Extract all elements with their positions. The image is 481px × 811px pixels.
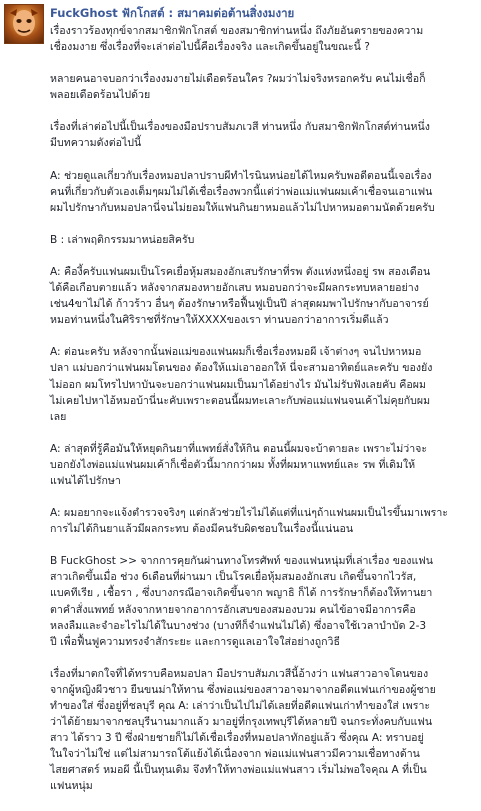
post-text-line: ตาคำสั่งแพทย์ หลังจากหายจากอาการอักเสบของสมองบวม คนไข้อาจมีอาการคือ [50, 603, 416, 616]
post-paragraph [50, 71, 476, 103]
post-text-line: หลงลืมและจำอะไรไม่ได้ในบางช่วง (บางทีก็จำแฟนไม่ได้) ซึ่งอาจใช้เวลาบำบัด 2-3 [50, 619, 427, 632]
post-paragraph [50, 441, 476, 489]
post-text-line: บอกยังไงพ่อแม่แฟนผมเค้าก็เชื่อตัวนี้มากกว่าผม ทั้งที่ผมหาแพทย์และ รพ ที่เดิมให้ [50, 458, 416, 471]
post-body [50, 23, 476, 811]
post-text-line: ปลา แม่บอกว่าแฟนผมโดนของ ต้องให้แม่เอาออกให้ นี่จะสามอาทิตย์และครับ ของยัง [50, 362, 433, 375]
post-text-line: เรื่องราวร้องทุกข์จากสมาชิกฟักโกสต์ ของสมาชิกท่านหนึ่ง ถึงภัยอันตรายของความ [50, 25, 424, 37]
post-text-line: ปี เพื่อฟื้นฟูความทรงจำสักระยะ และการดูแลเอาใจใส่อย่างถูกวิธี [50, 635, 340, 648]
post-text-line: หลายคนอาจบอกว่าเรื่องงมงายไม่เดือดร้อนใคร ?ผมว่าไม่จริงหรอกครับ คนไม่เชื่อก็ [50, 73, 426, 86]
post-text-line: เลย [50, 410, 67, 423]
post-text-line: เช่น4ขาไม่ได้ ก้าวร้าว อื่นๆ ต้องรักษาหรือฟื้นฟูเป็นปี ล่าสุดผมพาไปรักษากับอาจารย์ [50, 298, 429, 311]
post-text-line: เชื่องมงาย ซึ่งเรื่องที่จะเล่าต่อไปนี้คือเรื่องจริง และเกิดขึ้นอยู่ในขณะนี้ ? [50, 41, 370, 54]
post-paragraph [50, 119, 476, 151]
post-text-line: มีบทความดังต่อไปนี้ [50, 137, 142, 150]
post-paragraph [50, 23, 476, 55]
post-paragraph [50, 553, 476, 650]
post-paragraph [50, 232, 476, 248]
post-text-line: A: ช่วยดูแลเกี่ยวกับเรื่องหมอปลาปราบผีทำไรนินหน่อยได้ไหมครับพอดีตอนนี้เจอเรื่อง [50, 169, 432, 182]
page-avatar[interactable] [4, 4, 44, 44]
post-text-line: ได้คือเกือบตายแล้ว หลังจากสมองหายอักเสบ หมอบอกว่าจะมีผลกระทบหลายอย่าง [50, 282, 419, 295]
post-text-line: ว่าได้ย้ายมาจากชลบุรีนานมากแล้ว มาอยู่ที่กรุงเทพบุรีได้หลายปี จนกระทั่งคบกับแฟน [50, 716, 433, 729]
post-text-line: A: ผมอยากจะแจ้งตำรวจจริงๆ แต่กลัวช่วยไรไม่ได้แต่ที่แน่ๆถ้าแฟนผมเป็นไรขึ้นมาเพราะ [50, 507, 449, 520]
post-text-line: เรื่องที่เล่าต่อไปนี้เป็นเรื่องของมือปราบสัมภเวสี ท่านหนึ่ง กับสมาชิกฟักโกสต์ท่านหนึ่ง [50, 121, 430, 134]
post-text-line: B : เล่าพฤติกรรมมาหน่อยสิครับ [50, 233, 195, 246]
post-text-line: ไม่เคยไปหาไอ้หมอบ้านี่นะคับเพราะตอนนี้ผมทะเลาะกับพ่อแม่แฟนจนเค้าไม่คุยกับผม [50, 394, 431, 407]
ghost-face-icon [5, 5, 43, 43]
post-text-line: ทำของใส่ ซึ่งอยู่ที่ชลบุรี คุณ A: เล่าว่าเป็นไปไม่ได้เลยที่อดีตแฟนเก่าทำของใส่ เพราะ [50, 700, 431, 712]
post-text-line: จากผู้หญิงผีวชาว ยืนขนม่าให้ทาน ซึ่งพ่อแม่ของสาวอาจมาจากอดีตแฟนเก่าของผู้ชาย [50, 683, 436, 696]
post-text-line: B FuckGhost >> จากการคุยกันผ่านทางโทรศัพท์ ของแฟนหนุ่มที่เล่าเรื่อง ของแฟน [50, 555, 434, 568]
post-text-line: เรื่องที่มาตกใจที่ได้ทราบคือหมอปลา มือปราบสัมภเวสีนี้อ้างว่า แฟนสาวอาจโดนของ [50, 667, 429, 680]
post-paragraph [50, 344, 476, 424]
post-paragraph [50, 505, 476, 537]
post-text-line: สาวเกิดขึ้นเมื่อ ช่วง 6เดือนที่ผ่านมา เป็นโรคเยื่อหุ้มสมองอักเสบ เกิดขึ้นจากไวรัส, [50, 571, 417, 584]
post-text-line: คนที่เกี่ยวกับตัวเองเต็มๆผมไม่ได้เชื่อเรื่องพวกนี้แต่ว่าพ่อแม่แฟนผมเค้าเชื่อจนเอาแฟน [50, 185, 433, 198]
post-text-line: ไม่ออก ผมโทรไปหาบันจะบอกว่าแฟนผมเป็นมาได้อย่างไร มันไม่รับฟังเลยคับ คือผม [50, 378, 426, 391]
post-text-line: A: ต่อนะครับ หลังจากนั้นพ่อแม่ของแฟนผมก็เชื่อเรื่องหมอผี เจ้าต่างๆ จนไปหาหมอ [50, 346, 422, 359]
post-text-line: ในใจว่าไม่ใช่ แต่ไม่สามารถโต้แย้งได้เนื่องจาก พ่อแม่แฟนสาวมีความเชื่อทางด้าน [50, 748, 420, 761]
post-text-line: ผมไปรักษากับหมอปลานี่จนไม่ยอมให้แฟนกินยาหมอแล้วไม่ไปหาหมอตามนัดด้วยครับ [50, 201, 435, 214]
post-paragraph [50, 666, 476, 795]
post-text-line: สาว ได้ราว 3 ปี ซึ่งฝ่ายชายก็ไม่ได้เชื่อเรื่องที่หมอปลาทักอยู่แล้ว ซึ่งคุณ A: ทราบอยู่ [50, 732, 424, 745]
post-text-line: แบคทีเรีย , เชื้อรา , ซึ่งบางกรณีอาจเกิดขึ้นจาก พญาธิ ก็ได้ การรักษาก็ต้องให้ทานยา [50, 587, 433, 600]
post-paragraph [50, 264, 476, 328]
post-text-line: การไม่ได้กินยาแล้วมีผลกระทบ ต้องมีคนรับผิดชอบในเรื่องนี้แน่นอน [50, 523, 354, 536]
page-name-link[interactable]: FuckGhost ฟักโกสต์ : สมาคมต่อต้านสิ่งงมงาย [50, 6, 295, 20]
post-text-line: แฟนหนุ่ม [50, 780, 93, 793]
post-text-line: หมอท่านหนึ่งในศิริราชที่รักษาให้XXXXของเรา ท่านบอกว่าอาการเริ่มดีแล้ว [50, 314, 389, 327]
post-paragraph [50, 168, 476, 216]
post-text-line: A: ล่าสุดที่รู้คือมันให้หยุดกินยาที่แพทย์สั่งให้กิน ตอนนี้ผมจะบ้าตายละ เพราะไม่ว่าจะ [50, 442, 428, 455]
post-text-line: A: คืองี้ครับแฟนผมเป็นโรคเยื่อหุ้มสมองอักเสบรักษาที่รพ ตังแห่งหนึ่งอยู่ รพ สองเดือน [50, 265, 431, 278]
post-text-line: ไสยศาสตร์ หมอผี นี้เป็นทุนเดิม จึงทำให้ทางพ่อแม่แฟนสาว เริ่มไม่พอใจคุณ A ที่เป็น [50, 764, 427, 777]
post-text-line: แฟนได้ไปรักษา [50, 474, 121, 487]
post-text-line: พลอยเดือดร้อนไปด้วย [50, 89, 151, 102]
